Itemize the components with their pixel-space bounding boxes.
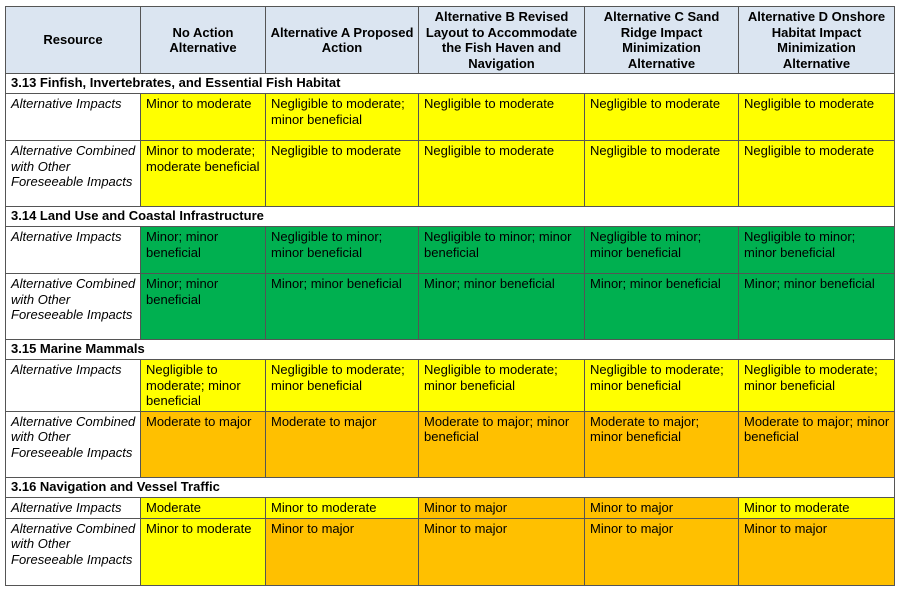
table-cell: Minor to moderate; moderate beneficial — [141, 141, 266, 207]
table-cell: Minor; minor beneficial — [141, 274, 266, 340]
section-row-navigation — [6, 477, 895, 497]
header-alternative-b: Alternative B Revised Layout to Accommodate the Fish Haven and Navigation — [419, 7, 585, 74]
section-row-land-use — [6, 207, 895, 227]
section-title: 3.16 Navigation and Vessel Traffic — [6, 477, 895, 497]
table-cell: Minor to major — [419, 518, 585, 585]
row-label-combined: Alternative Combined with Other Foreseeable Impacts — [6, 518, 141, 585]
table-cell: Minor to moderate — [141, 518, 266, 585]
table-cell: Negligible to moderate; minor beneficial — [585, 360, 739, 412]
table-cell: Minor; minor beneficial — [585, 274, 739, 340]
table-cell: Negligible to moderate — [419, 141, 585, 207]
table-row — [6, 411, 895, 477]
table-cell: Negligible to minor; minor beneficial — [266, 227, 419, 274]
section-row-marine-mammals — [6, 340, 895, 360]
impact-summary-table-container — [5, 6, 894, 586]
row-label-impacts: Alternative Impacts — [6, 94, 141, 141]
table-cell: Negligible to moderate — [419, 94, 585, 141]
table-cell: Minor; minor beneficial — [266, 274, 419, 340]
table-row — [6, 497, 895, 518]
table-cell: Negligible to minor; minor beneficial — [419, 227, 585, 274]
table-cell: Minor; minor beneficial — [419, 274, 585, 340]
table-cell: Moderate — [141, 497, 266, 518]
row-label-combined: Alternative Combined with Other Foreseeable Impacts — [6, 411, 141, 477]
table-cell: Minor to moderate — [266, 497, 419, 518]
table-row — [6, 518, 895, 585]
table-cell: Negligible to moderate — [585, 94, 739, 141]
header-alternative-d: Alternative D Onshore Habitat Impact Minimization Alternative — [739, 7, 895, 74]
table-cell: Moderate to major; minor beneficial — [585, 411, 739, 477]
table-cell: Negligible to moderate; minor beneficial — [419, 360, 585, 412]
table-row — [6, 274, 895, 340]
header-resource: Resource — [6, 7, 141, 74]
table-row — [6, 360, 895, 412]
table-cell: Negligible to moderate — [739, 141, 895, 207]
table-cell: Negligible to minor; minor beneficial — [739, 227, 895, 274]
table-cell: Minor to moderate — [739, 497, 895, 518]
table-cell: Moderate to major; minor beneficial — [739, 411, 895, 477]
table-cell: Minor to major — [585, 497, 739, 518]
table-cell: Negligible to moderate; minor beneficial — [266, 94, 419, 141]
table-row — [6, 141, 895, 207]
table-cell: Minor to moderate — [141, 94, 266, 141]
table-cell: Negligible to moderate — [739, 94, 895, 141]
table-cell: Negligible to moderate — [266, 141, 419, 207]
header-no-action: No Action Alternative — [141, 7, 266, 74]
row-label-impacts: Alternative Impacts — [6, 497, 141, 518]
row-label-combined: Alternative Combined with Other Foreseeable Impacts — [6, 274, 141, 340]
row-label-impacts: Alternative Impacts — [6, 360, 141, 412]
table-cell: Minor to major — [585, 518, 739, 585]
table-cell: Negligible to minor; minor beneficial — [585, 227, 739, 274]
table-row — [6, 227, 895, 274]
table-cell: Negligible to moderate; minor beneficial — [739, 360, 895, 412]
table-cell: Moderate to major; minor beneficial — [419, 411, 585, 477]
table-cell: Minor to major — [739, 518, 895, 585]
table-cell: Moderate to major — [266, 411, 419, 477]
table-cell: Minor; minor beneficial — [141, 227, 266, 274]
table-cell: Moderate to major — [141, 411, 266, 477]
table-cell: Minor to major — [419, 497, 585, 518]
table-cell: Minor; minor beneficial — [739, 274, 895, 340]
table-cell: Negligible to moderate — [585, 141, 739, 207]
section-title: 3.13 Finfish, Invertebrates, and Essential Fish Habitat — [6, 74, 895, 94]
section-title: 3.14 Land Use and Coastal Infrastructure — [6, 207, 895, 227]
impact-summary-table — [5, 6, 895, 586]
header-row — [6, 7, 895, 74]
table-cell: Negligible to moderate; minor beneficial — [141, 360, 266, 412]
table-cell: Minor to major — [266, 518, 419, 585]
section-row-finfish — [6, 74, 895, 94]
header-alternative-c: Alternative C Sand Ridge Impact Minimization Alternative — [585, 7, 739, 74]
header-alternative-a: Alternative A Proposed Action — [266, 7, 419, 74]
row-label-combined: Alternative Combined with Other Foreseeable Impacts — [6, 141, 141, 207]
section-title: 3.15 Marine Mammals — [6, 340, 895, 360]
row-label-impacts: Alternative Impacts — [6, 227, 141, 274]
table-cell: Negligible to moderate; minor beneficial — [266, 360, 419, 412]
table-row — [6, 94, 895, 141]
